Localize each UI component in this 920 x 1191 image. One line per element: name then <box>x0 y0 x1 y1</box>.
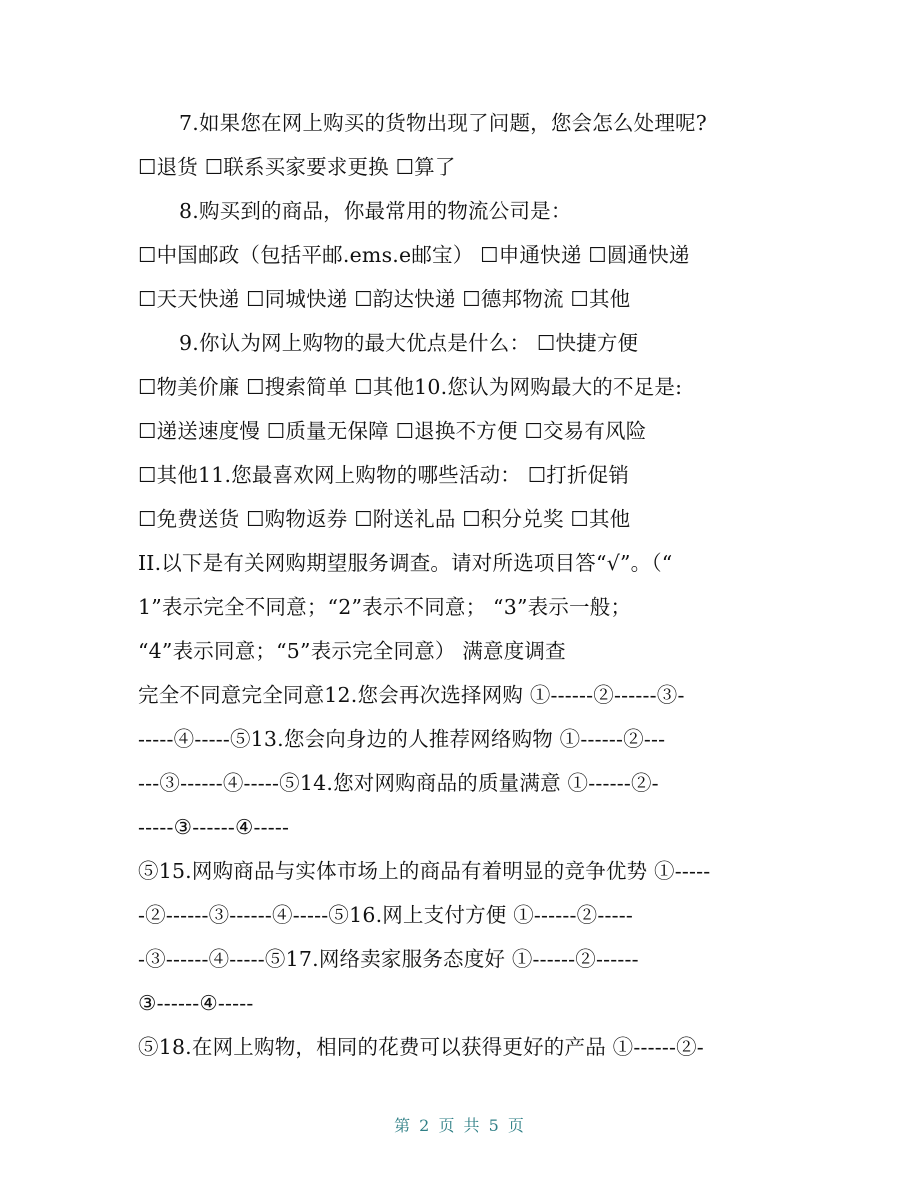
rating-line-2: -----④-----⑤13.您会向身边的人推荐网络购物 ①------②--- <box>138 727 666 751</box>
rating-line-8: ③------④----- <box>138 991 254 1015</box>
scale-legend-row-1: 1”表示完全不同意；“2”表示不同意； “3”表示一般； <box>138 595 632 619</box>
question-8-options-row-2: ☐天天快递 ☐同城快递 ☐韵达快递 ☐德邦物流 ☐其他 <box>138 287 631 311</box>
question-11-options: ☐免费送货 ☐购物返券 ☐附送礼品 ☐积分兑奖 ☐其他 <box>138 507 631 531</box>
question-7: 7.如果您在网上购买的货物出现了问题，您会怎么处理呢? <box>179 111 707 135</box>
question-10-options: ☐递送速度慢 ☐质量无保障 ☐退换不方便 ☐交易有风险 <box>138 419 647 443</box>
rating-line-1: 完全不同意完全同意12.您会再次选择网购 ①------②------③- <box>138 683 685 707</box>
scale-legend-row-2: “4”表示同意；“5”表示完全同意） 满意度调查 <box>138 639 566 663</box>
rating-line-4: -----③------④----- <box>138 815 290 839</box>
rating-line-6: -②------③------④-----⑤16.网上支付方便 ①------②----- <box>138 903 633 927</box>
question-9: 9.你认为网上购物的最大优点是什么： ☐快捷方便 <box>179 331 639 355</box>
section-ii-heading: II.以下是有关网购期望服务调查。请对所选项目答“√”。（“ <box>138 551 673 575</box>
question-9-10-text: ☐物美价廉 ☐搜索简单 ☐其他10.您认为网购最大的不足是: <box>138 375 683 399</box>
question-7-options: ☐退货 ☐联系买家要求更换 ☐算了 <box>138 155 456 179</box>
rating-line-7: -③------④-----⑤17.网络卖家服务态度好 ①------②------ <box>138 947 639 971</box>
page-number-footer: 第 2 页 共 5 页 <box>394 1116 526 1135</box>
question-8-options-row-1: ☐中国邮政（包括平邮.ems.e邮宝） ☐申通快递 ☐圆通快递 <box>138 243 690 267</box>
rating-line-9: ⑤18.在网上购物，相同的花费可以获得更好的产品 ①------②- <box>138 1035 704 1059</box>
rating-line-5: ⑤15.网购商品与实体市场上的商品有着明显的竞争优势 ①----- <box>138 859 711 883</box>
question-8: 8.购买到的商品，你最常用的物流公司是： <box>179 199 572 223</box>
question-11: ☐其他11.您最喜欢网上购物的哪些活动： ☐打折促销 <box>138 463 630 487</box>
rating-line-3: ---③------④-----⑤14.您对网购商品的质量满意 ①------②- <box>138 771 659 795</box>
